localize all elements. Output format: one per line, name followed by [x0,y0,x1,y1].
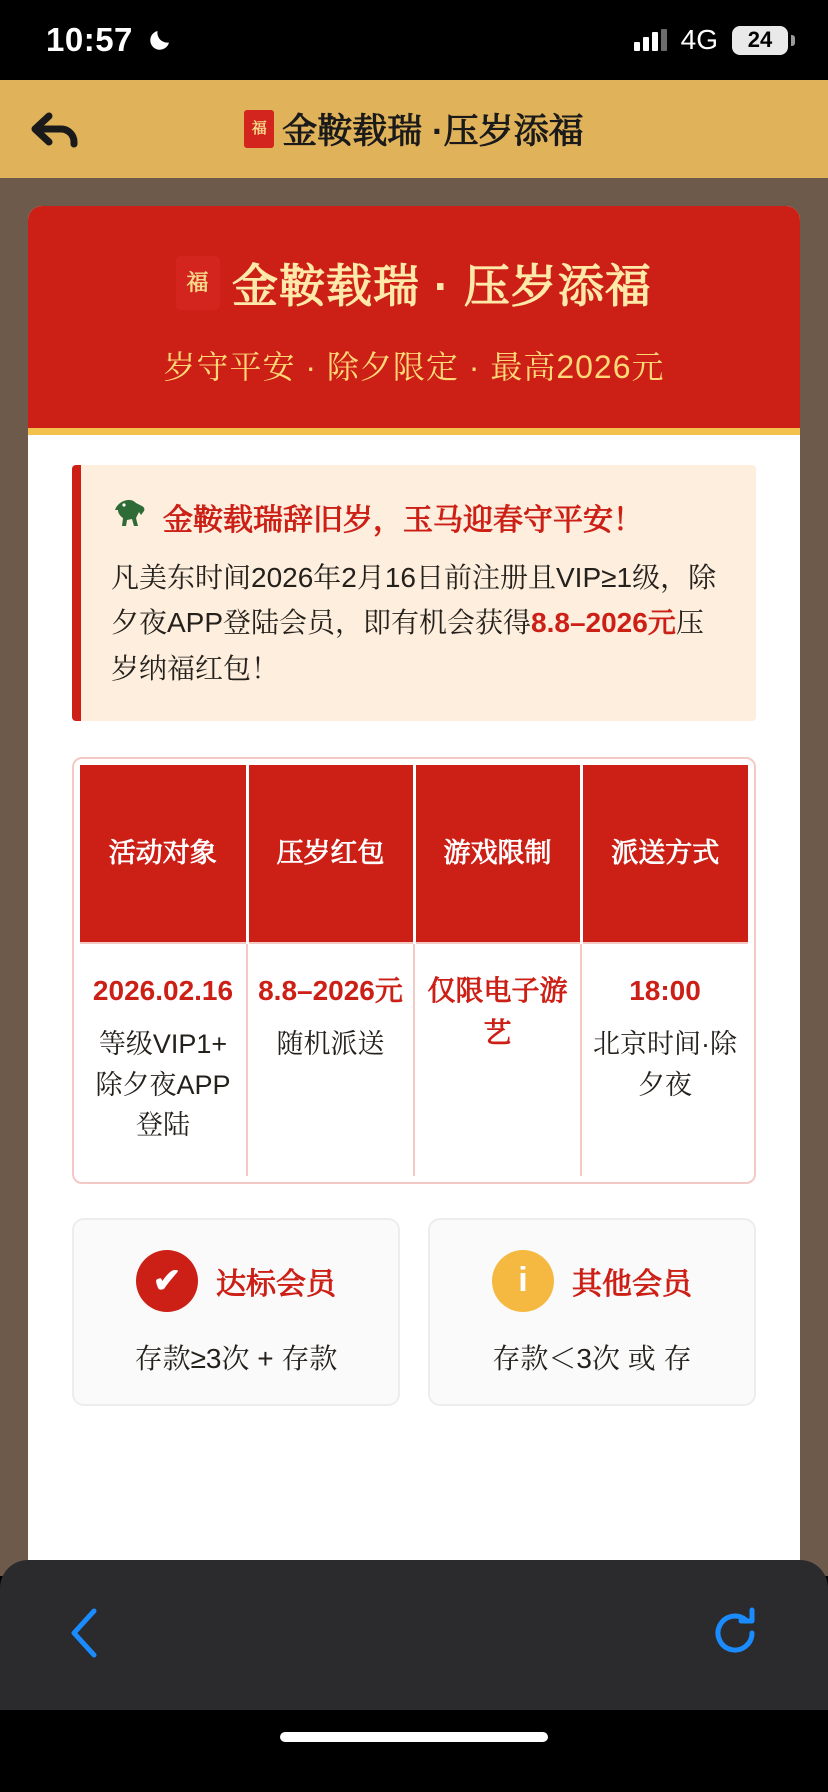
status-time: 10:57 [46,21,133,58]
status-bar-left [46,21,177,59]
table-cell [414,943,581,1176]
table-cell-strong: 2026.02.16 [92,975,234,1007]
info-table-head [80,765,748,943]
back-button[interactable] [0,80,110,178]
notice-text [111,555,728,691]
table-cell-text: 随机派送 [276,1029,385,1060]
member-box-text: 存款＜3次 或 存 [492,1342,692,1374]
header-title-text: 金鞍载瑞 ·压岁添福 [282,112,584,151]
banner-title-text: 金鞍载瑞 · 压岁添福 [232,260,652,312]
table-row [80,943,748,1176]
browser-reload-button[interactable] [706,1604,764,1667]
notice-text-part2: 压岁纳福红包！ [111,607,704,684]
promo-banner [28,206,800,435]
status-bar [0,0,828,80]
signal-strength-icon [634,29,667,51]
member-box-header [450,1250,734,1312]
table-cell-strong: 仅限电子游艺 [427,975,568,1049]
notice-heading [111,495,728,539]
notice-text-part1: 凡美东时间2026年2月16日前注册且VIP≥1级，除夕夜APP登陆会员，即有机会获得 [111,562,717,639]
notice-highlight: 8.8–2026元 [531,607,676,639]
notice-block [72,465,756,721]
app-header [0,80,828,178]
member-box-text: 存款≥3次 + 存款 [134,1342,338,1374]
table-cell-strong: 8.8–2026元 [258,975,403,1007]
red-envelope-icon [176,256,220,310]
member-box-title: 达标会员 [216,1267,336,1301]
banner-title [48,250,780,316]
browser-toolbar [0,1560,828,1710]
table-cell-strong: 18:00 [629,975,701,1007]
back-arrow-icon [27,106,83,152]
page-title [0,104,828,154]
table-header-cell: 派送方式 [581,765,748,943]
check-circle-icon: ✔ [136,1250,198,1312]
promo-body [28,435,800,1406]
page-content [0,178,828,1576]
table-cell [247,943,414,1176]
reload-icon [706,1604,764,1662]
banner-subtitle: 岁守平安 · 除夕限定 · 最高2026元 [163,349,665,385]
notice-heading-text: 金鞍载瑞辞旧岁，玉马迎春守平安！ [163,504,643,537]
member-box-title: 其他会员 [572,1267,692,1301]
info-table-wrapper [72,757,756,1184]
member-box-other [428,1218,756,1406]
moon-icon [147,23,177,58]
table-cell-text: 北京时间·除夕夜 [593,1029,737,1100]
red-envelope-icon [244,110,274,148]
table-cell-text: 等级VIP1+ 除夕夜APP登陆 [95,1029,231,1141]
info-table-body [80,943,748,1176]
table-cell [80,943,247,1176]
member-box-qualified [72,1218,400,1406]
battery-indicator: 24 [732,26,788,55]
info-circle-icon: i [492,1250,554,1312]
home-indicator[interactable] [280,1732,548,1742]
horse-icon [111,497,151,537]
status-bar-right [634,24,788,56]
table-cell [581,943,748,1176]
member-box-group [72,1218,756,1406]
info-table [80,765,748,1176]
browser-back-button[interactable] [64,1603,108,1668]
table-header-cell: 游戏限制 [414,765,581,943]
home-indicator-area [0,1710,828,1792]
table-header-cell: 活动对象 [80,765,247,943]
network-type-label: 4G [680,24,718,55]
table-header-cell: 压岁红包 [247,765,414,943]
promo-card [28,206,800,1576]
member-box-header [94,1250,378,1312]
table-header-row [80,765,748,943]
chevron-left-icon [64,1603,108,1663]
